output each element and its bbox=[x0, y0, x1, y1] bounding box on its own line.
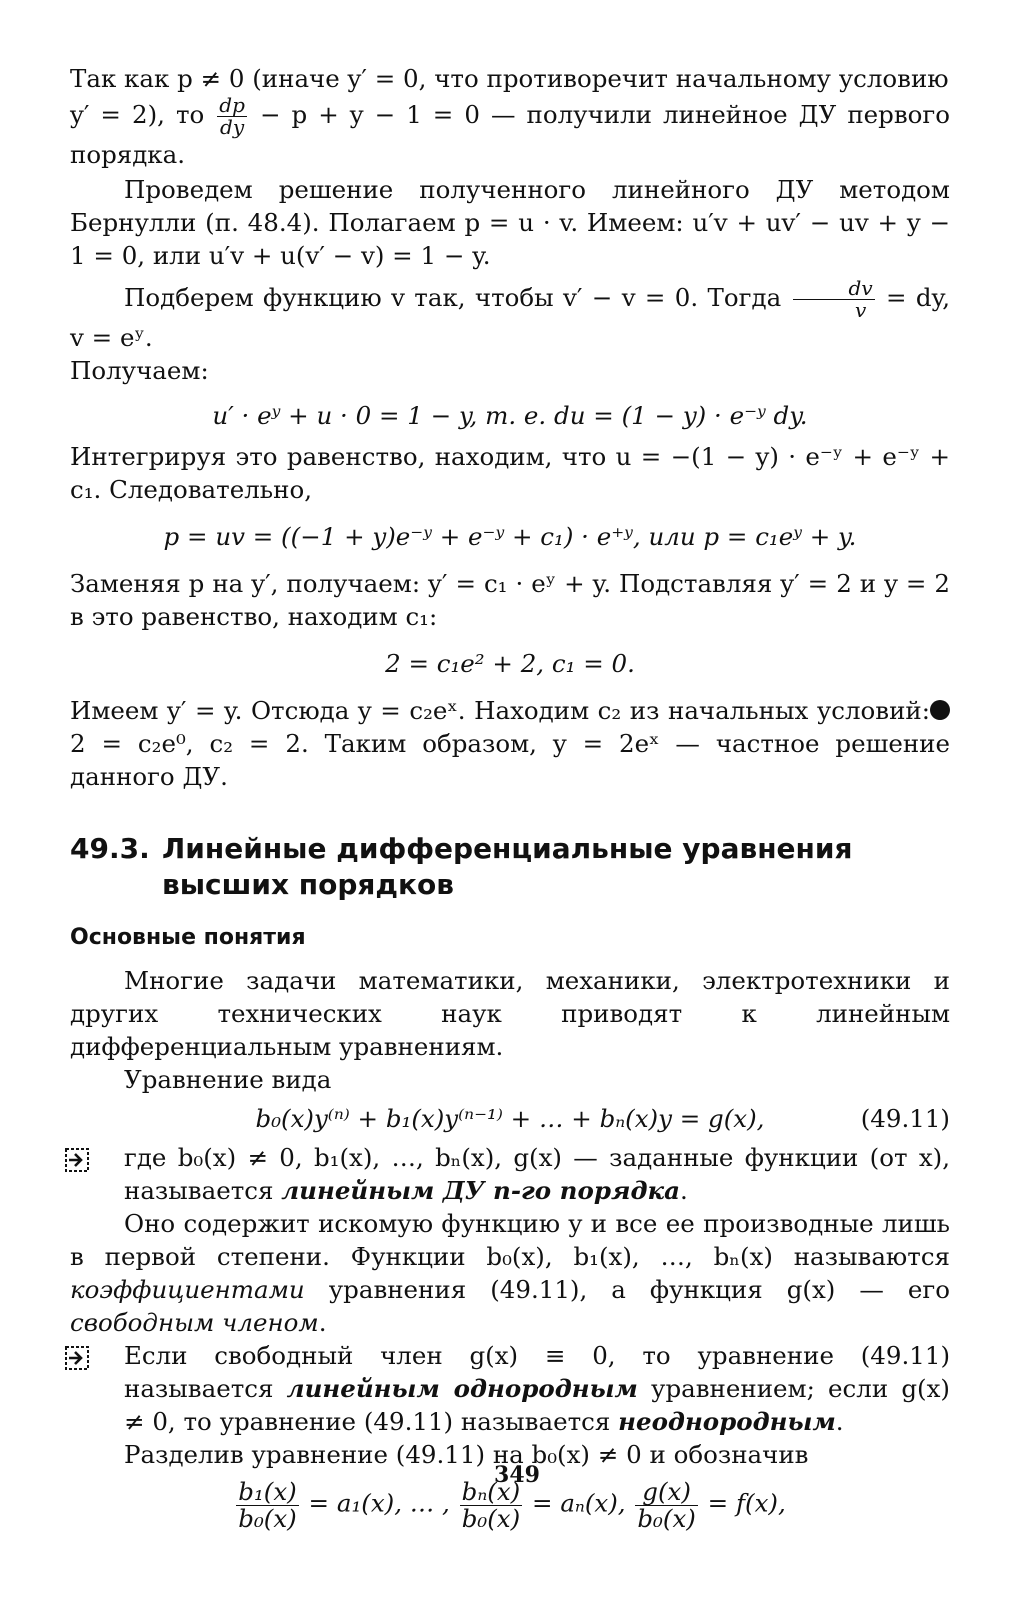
equation-2: p = uv = ((−1 + y)e⁻ʸ + e⁻ʸ + c₁) · e⁺ʸ, или p = c₁eʸ + y. bbox=[163, 522, 857, 551]
defined-term: линейным однородным bbox=[286, 1374, 638, 1403]
paragraph-10: Разделив уравнение (49.11) на b₀(x) ≠ 0 и обозначив bbox=[124, 1440, 809, 1469]
text: Так как p ≠ 0 (иначе y′ = 0, что противоречит начальному условию bbox=[70, 64, 949, 93]
definition-block-1 bbox=[70, 1141, 950, 1207]
equation-1: u′ · eʸ + u · 0 = 1 − y, т. е. du = (1 − y) · e⁻ʸ dy. bbox=[212, 401, 808, 430]
defined-term: линейным ДУ n-го порядка bbox=[281, 1176, 680, 1205]
fraction-numerator: dp bbox=[219, 93, 245, 117]
equation-number: (49.11) bbox=[860, 1104, 950, 1133]
text: Оно содержит искомую функцию y и все ее производные лишь в первой степени. Функции b₀(x), b₁(x), …, bₙ(x) называются bbox=[70, 1209, 950, 1271]
term: коэффициентами bbox=[70, 1275, 305, 1304]
fraction-dp-dy bbox=[217, 95, 247, 138]
section-title: Линейные дифференциальные уравнения высших порядков bbox=[162, 832, 853, 901]
text: Если свободный член g(x) ≡ 0, то уравнение (49.11) называется bbox=[124, 1341, 950, 1403]
page-body bbox=[70, 62, 950, 1531]
text: . bbox=[318, 1308, 327, 1337]
paragraph-2: Проведем решение полученного линейного ДУ методом Бернулли (п. 48.4). Полагаем p = u · v. Имеем: u′v + uv′ − uv + y − 1 = 0, или u′v + u(v′ − v) = 1 − y. bbox=[70, 175, 950, 270]
text: где b₀(x) ≠ 0, b₁(x), …, bₙ(x), g(x) — заданные функции (от x), называется bbox=[124, 1143, 950, 1205]
page-number: 349 bbox=[494, 1462, 540, 1488]
paragraph-9 bbox=[70, 1207, 950, 1339]
fraction-denominator: v bbox=[854, 298, 867, 322]
paragraph-8: Уравнение вида bbox=[124, 1065, 332, 1094]
section-number: 49.3. bbox=[70, 832, 150, 865]
equation-3: 2 = c₁e² + 2, c₁ = 0. bbox=[385, 649, 635, 678]
section-heading bbox=[70, 831, 950, 903]
paragraph-5: Заменяя p на y′, получаем: y′ = c₁ · eʸ + y. Подставляя y′ = 2 и y = 2 в это равенство, находим c₁: bbox=[70, 569, 950, 631]
fraction-denominator: dy bbox=[220, 115, 245, 139]
fraction-denominator: b₀(x) bbox=[461, 1503, 521, 1533]
text: = f(x), bbox=[707, 1488, 786, 1518]
text: уравнением; если g(x) ≠ 0, то уравнение (49.11) называется bbox=[124, 1374, 950, 1436]
definition-marker-icon bbox=[64, 1343, 92, 1371]
text: . bbox=[835, 1407, 844, 1436]
text: . bbox=[679, 1176, 688, 1205]
fraction-numerator: dv bbox=[793, 278, 875, 300]
text: = a₁(x), … , bbox=[308, 1488, 450, 1518]
definition-marker-icon bbox=[64, 1145, 92, 1173]
definition-block-2 bbox=[70, 1339, 950, 1438]
paragraph-4: Интегрируя это равенство, находим, что u = −(1 − y) · e⁻ʸ + e⁻ʸ + c₁. Следовательно, bbox=[70, 442, 950, 504]
text: уравнения (49.11), а функция g(x) — его bbox=[328, 1275, 951, 1304]
fraction-numerator: bₙ(x) bbox=[461, 1477, 521, 1506]
paragraph-3 bbox=[70, 278, 950, 354]
end-of-proof-bullet-icon bbox=[930, 700, 950, 720]
fraction-numerator: b₁(x) bbox=[238, 1477, 297, 1506]
equation-49-11 bbox=[70, 1102, 950, 1135]
fraction-dv-v bbox=[793, 278, 875, 321]
paragraph-6 bbox=[70, 694, 950, 793]
fraction-denominator: b₀(x) bbox=[238, 1503, 297, 1533]
equation-text: b₀(x)y⁽ⁿ⁾ + b₁(x)y⁽ⁿ⁻¹⁾ + … + bₙ(x)y = g(x), bbox=[255, 1104, 765, 1133]
paragraph-7: Многие задачи математики, механики, электротехники и других технических наук приводят к линейным дифференциальным уравнениям. bbox=[70, 966, 950, 1061]
text: Подберем функцию v так, чтобы v′ − v = 0. Тогда bbox=[124, 283, 782, 312]
paragraph-1-line-2 bbox=[70, 95, 950, 171]
paragraph-1-line-1 bbox=[70, 62, 950, 95]
defined-term: неоднородным bbox=[618, 1407, 836, 1436]
fraction-numerator: g(x) bbox=[635, 1479, 697, 1506]
text: = dy, v = eʸ. bbox=[70, 283, 950, 352]
subsection-heading: Основные понятия bbox=[70, 925, 306, 950]
definition-text bbox=[70, 1339, 950, 1438]
text: Имеем y′ = y. Отсюда y = c₂eˣ. Находим c₂ из начальных условий: 2 = c₂e⁰, c₂ = 2. Таким образом, y = 2eˣ — частное решение данного ДУ. bbox=[70, 696, 950, 791]
text: − p + y − 1 = 0 — получили линейное ДУ первого порядка. bbox=[70, 100, 950, 169]
text: y′ = 2), то bbox=[70, 100, 205, 129]
paragraph-3-tail: Получаем: bbox=[70, 356, 209, 385]
term: свободным членом bbox=[70, 1308, 319, 1337]
fraction-denominator: b₀(x) bbox=[637, 1503, 696, 1533]
definition-text bbox=[70, 1141, 950, 1207]
text: = aₙ(x), bbox=[532, 1488, 626, 1518]
